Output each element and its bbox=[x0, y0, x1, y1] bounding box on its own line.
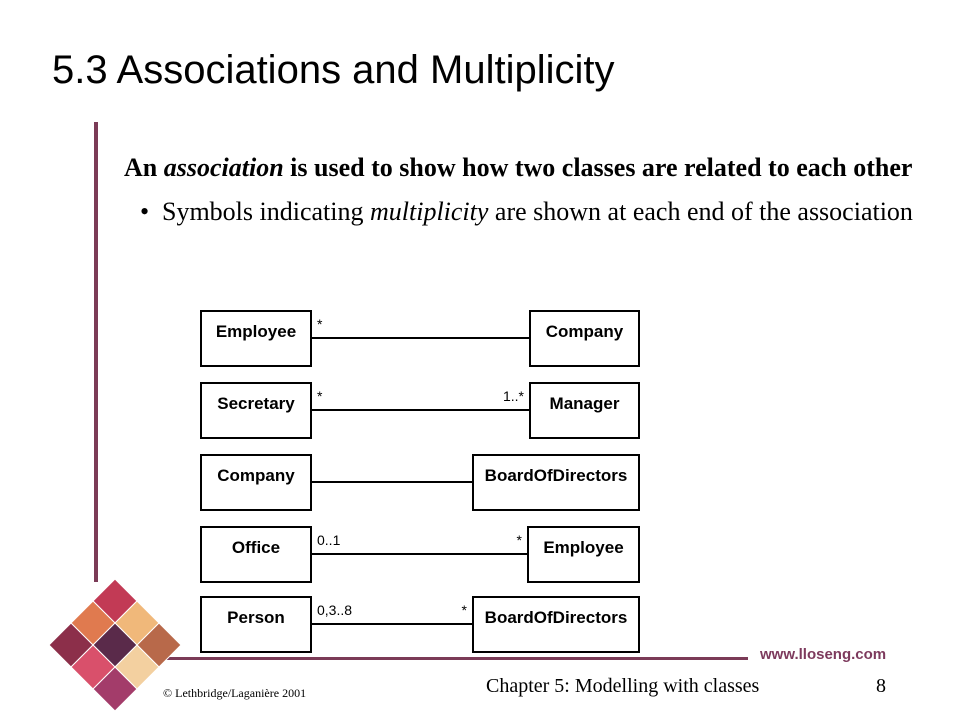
decorative-quilt-logo bbox=[49, 579, 181, 711]
association-row bbox=[201, 311, 639, 366]
multiplicity-left: * bbox=[317, 388, 323, 404]
chapter-label: Chapter 5: Modelling with classes bbox=[486, 675, 760, 697]
lead-italic-term: association bbox=[163, 153, 284, 182]
multiplicity-left: 0..1 bbox=[317, 532, 341, 548]
association-row bbox=[201, 527, 639, 582]
class-name-left: Company bbox=[217, 466, 295, 485]
class-name-right: Company bbox=[545, 322, 624, 341]
bullet-italic-term: multiplicity bbox=[370, 197, 489, 226]
multiplicity-right: * bbox=[461, 602, 467, 618]
page-number: 8 bbox=[876, 675, 886, 697]
association-rows bbox=[201, 311, 639, 652]
class-name-right: BoardOfDirectors bbox=[484, 608, 628, 627]
lead-text-2: is used to show how two classes are related to each other bbox=[283, 153, 913, 182]
multiplicity-left: 0,3..8 bbox=[317, 602, 353, 618]
multiplicity-right: * bbox=[516, 532, 522, 548]
bullet-marker: • bbox=[140, 197, 150, 226]
class-name-left: Person bbox=[227, 608, 285, 627]
multiplicity-right: 1..* bbox=[502, 388, 524, 404]
bullet-text-2: are shown at each end of the association bbox=[488, 197, 913, 226]
class-name-left: Secretary bbox=[217, 394, 295, 413]
bullet-text-1: Symbols indicating bbox=[162, 197, 370, 226]
multiplicity-left: * bbox=[317, 316, 323, 332]
slide-title: 5.3 Associations and Multiplicity bbox=[52, 48, 615, 92]
association-row bbox=[201, 597, 639, 652]
website-url: www.lloseng.com bbox=[760, 646, 887, 663]
association-row bbox=[201, 383, 639, 438]
class-name-left: Office bbox=[231, 538, 281, 557]
class-name-right: BoardOfDirectors bbox=[484, 466, 628, 485]
class-name-right: Manager bbox=[549, 394, 620, 413]
copyright-notice: © Lethbridge/Laganière 2001 bbox=[163, 686, 307, 700]
association-row bbox=[201, 455, 639, 510]
class-name-left: Employee bbox=[215, 322, 297, 341]
lead-text-1: An bbox=[124, 153, 164, 182]
class-name-right: Employee bbox=[543, 538, 624, 557]
